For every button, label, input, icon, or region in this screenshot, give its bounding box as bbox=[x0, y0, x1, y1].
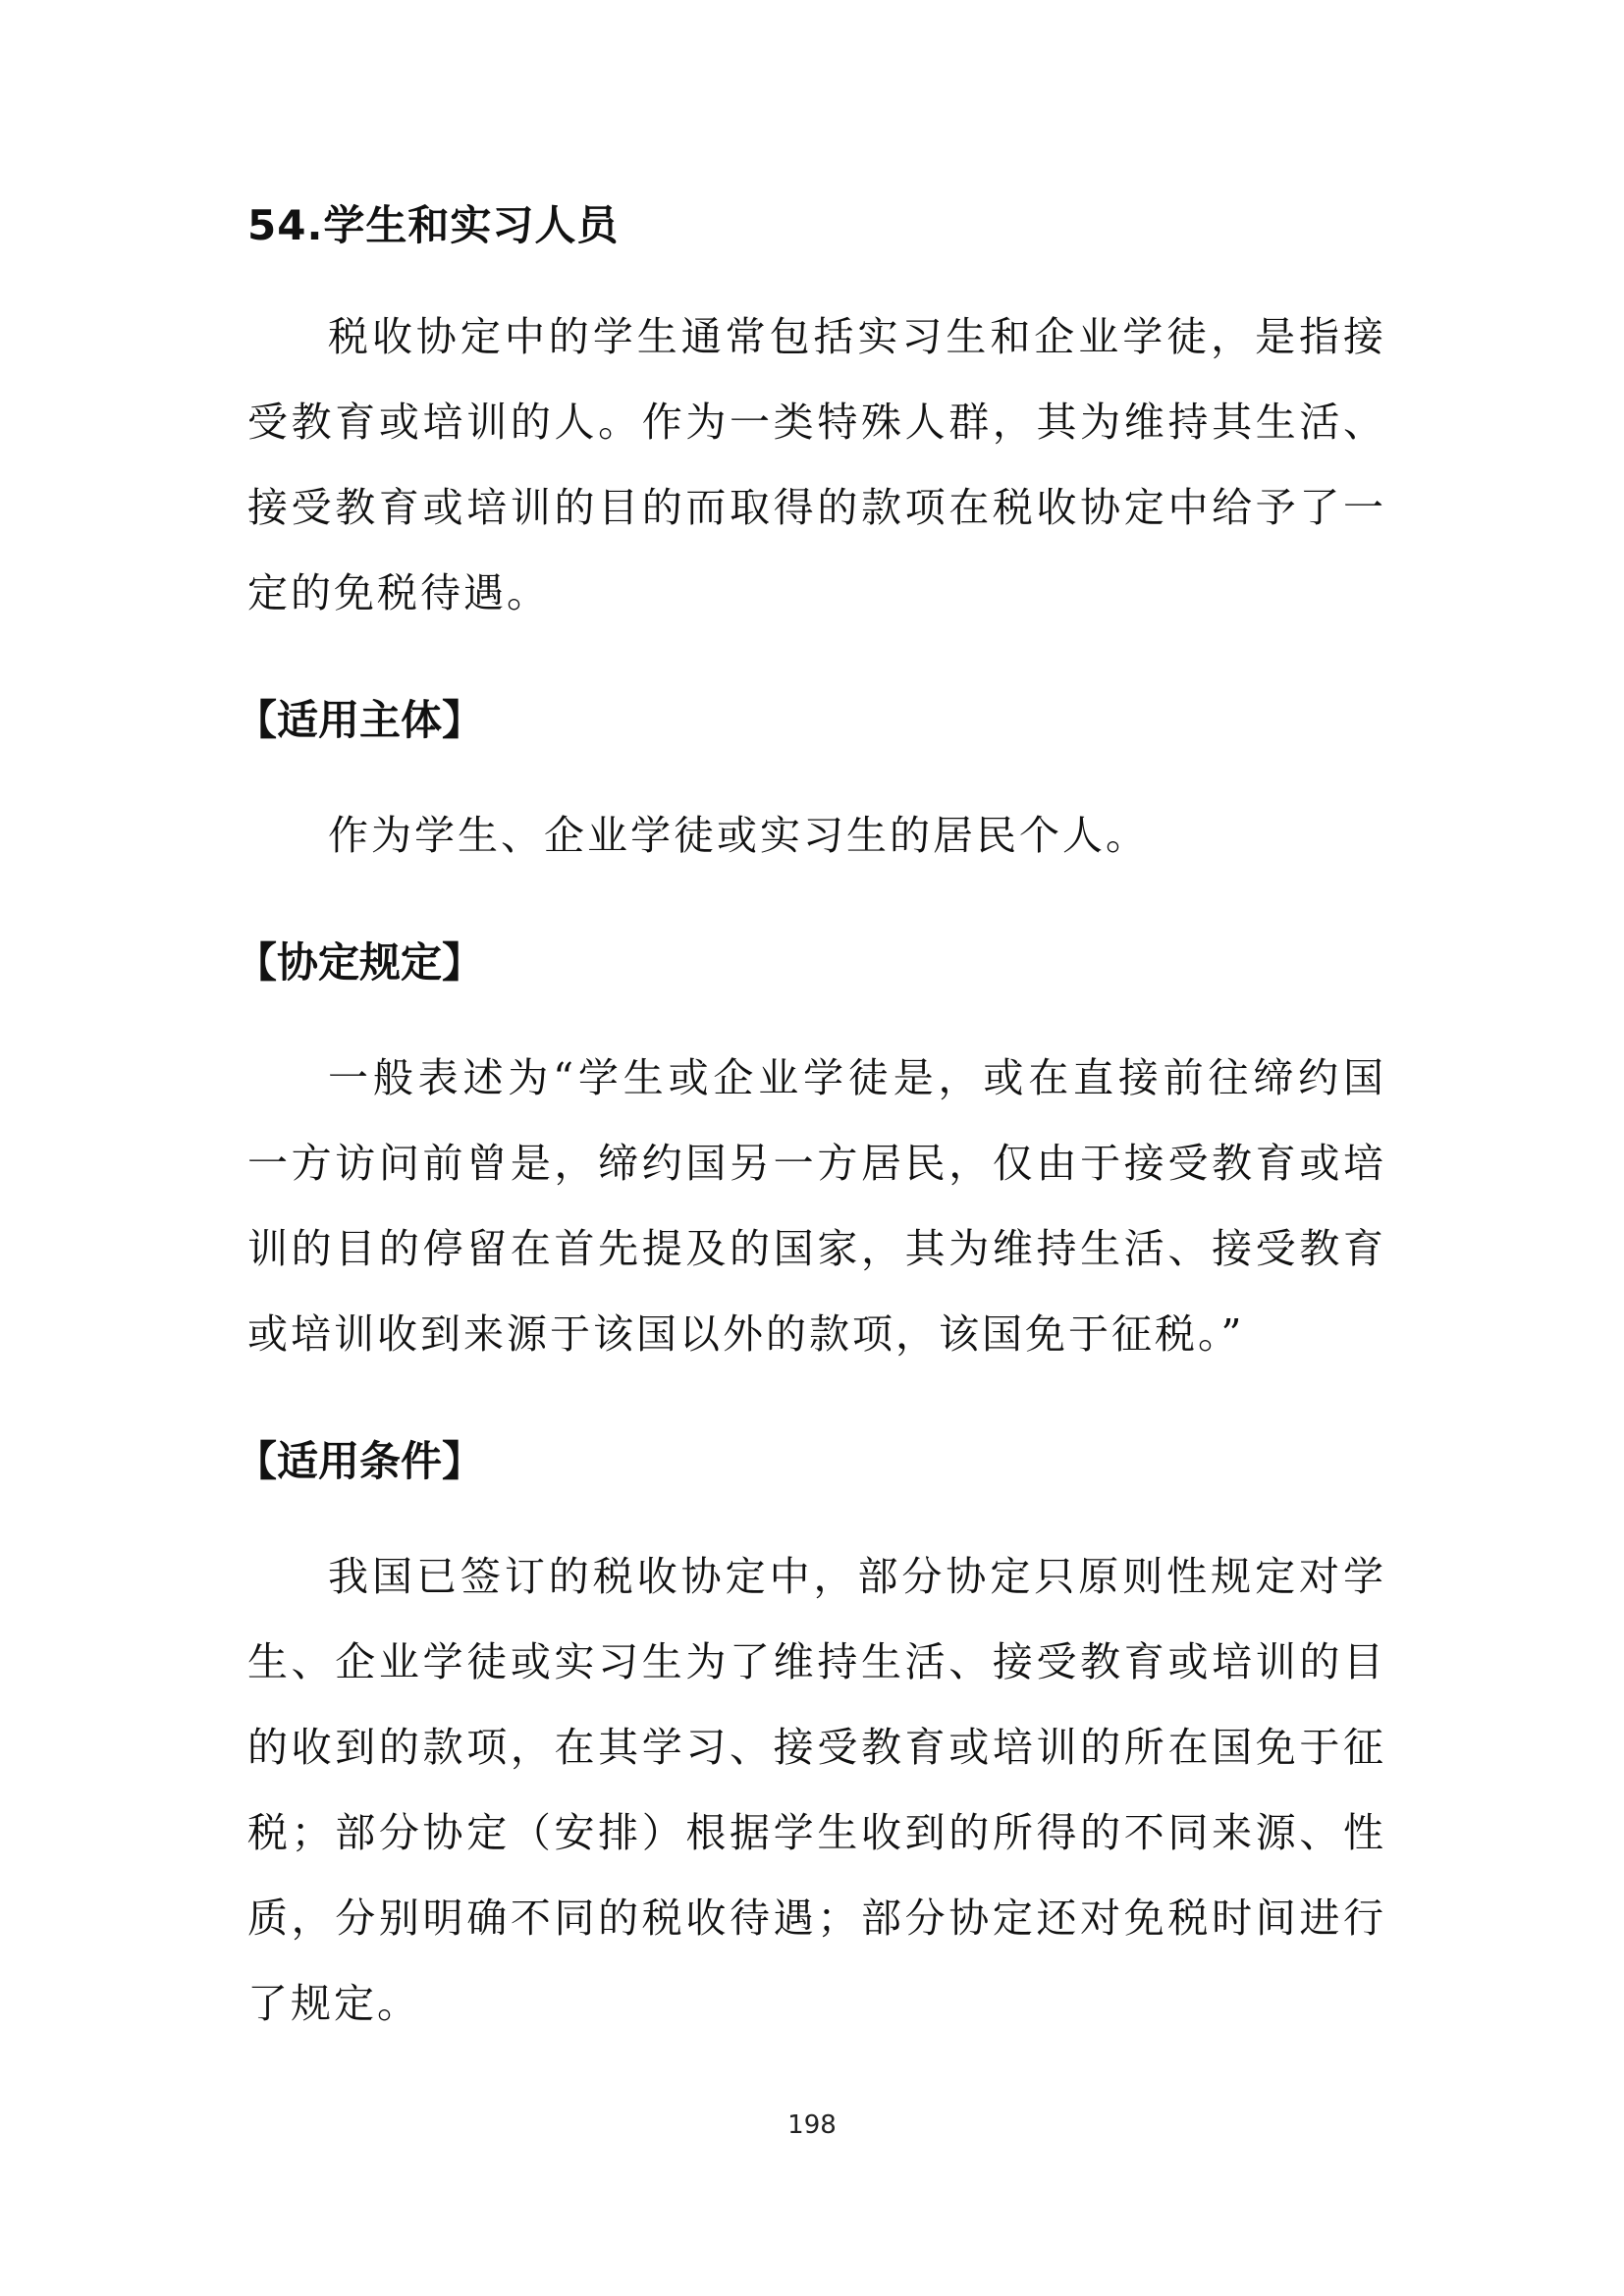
section-applicable-subject bbox=[236, 691, 1386, 879]
section-title: 【协定规定】 bbox=[236, 938, 484, 987]
article-heading: 54.学生和实习人员 bbox=[247, 201, 620, 249]
section-body: 我国已签订的税收协定中，部分协定只原则性规定对学生、企业学徒或实习生为了维持生活、接受教育或培训的目的收到的款项，在其学习、接受教育或培训的所在国免于征税；部分协定（安排）根据学生收到的所得的不同来源、性质，分别明确不同的税收待遇；部分协定还对免税时间进行了规定。 bbox=[247, 1553, 1386, 2027]
document-page bbox=[236, 196, 1386, 2047]
section-title: 【适用主体】 bbox=[236, 696, 484, 744]
section-body: 作为学生、企业学徒或实习生的居民个人。 bbox=[328, 812, 1149, 859]
section-applicable-conditions bbox=[236, 1432, 1386, 2047]
section-title: 【适用条件】 bbox=[236, 1437, 484, 1485]
section-body: 一般表述为“学生或企业学徒是，或在直接前往缔约国一方访问前曾是，缔约国另一方居民，仅由于接受教育或培训的目的停留在首先提及的国家，其为维持生活、接受教育或培训收到来源于该国以外的款项，该国免于征税。” bbox=[247, 1054, 1386, 1358]
intro-paragraph: 税收协定中的学生通常包括实习生和企业学徒，是指接受教育或培训的人。作为一类特殊人群，其为维持其生活、接受教育或培训的目的而取得的款项在税收协定中给予了一定的免税待遇。 bbox=[247, 313, 1386, 616]
section-treaty-provision bbox=[236, 934, 1386, 1377]
page-number: 198 bbox=[787, 2110, 837, 2140]
